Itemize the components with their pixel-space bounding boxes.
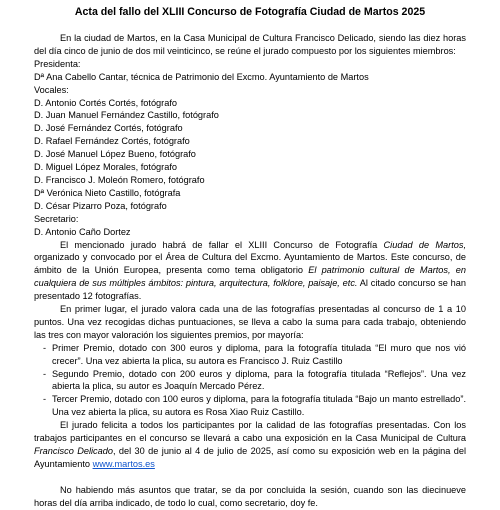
spacer [34, 471, 466, 484]
jury-text-theme: El patrimonio cultural de Martos, en cualquiera de sus múltiples ámbitos: pintura, arquitectura, folklore, paisaje, etc. [34, 265, 466, 289]
prize-text: Tercer Premio, dotado con 100 euros y diploma, para la fotografía titulada “Bajo un manto estrellado”. Una vez abierta la plica, su autora es Rosa Xiao Ruiz Castillo. [52, 394, 466, 418]
vocal-item: D. José Manuel López Bueno, fotógrafo [34, 149, 196, 160]
bullet-dash: - [43, 368, 47, 379]
scoring-paragraph: En primer lugar, el jurado valora cada una de las fotografías presentadas al concurso de 1 a 10 puntos. Una vez recogidas dichas puntuaciones, se lleva a cabo la suma para cada trabajo, obteniendo las tres con mayor valoración los siguientes premios, por mayoría: [34, 304, 466, 340]
vocal-item: D. Rafael Fernández Cortés, fotógrafo [34, 136, 190, 147]
bullet-dash: - [43, 342, 47, 353]
exhibition-text-b: , del 30 de junio al 4 de julio de 2025, así como su exposición web en la página del Ayuntamiento [34, 446, 466, 469]
closing-paragraph: No habiendo más asuntos que tratar, se da por concluida la sesión, cuando son las diecinueve horas del día arriba indicado, de todo lo cual, como secretario, doy fe. [34, 484, 466, 508]
jury-paragraph [34, 239, 466, 304]
exhibition-paragraph [34, 419, 466, 471]
secretario-label: Secretario: [34, 213, 79, 224]
vocales-label: Vocales: [34, 84, 69, 95]
presidenta-label: Presidenta: [34, 58, 81, 69]
prize-item [34, 393, 466, 419]
exhibition-text-a: El jurado felicita a todos los participantes por la calidad de las fotografías presentadas. Con los trabajos participantes en el concurso se llevará a cabo una exposición en la Casa Municipal de Cultura [34, 420, 466, 444]
secretario-name: D. Antonio Caño Dortez [34, 226, 131, 237]
bullet-dash: - [43, 394, 47, 405]
website-link[interactable]: www.martos.es [92, 458, 155, 469]
document-title: Acta del fallo del XLIII Concurso de Fotografía Ciudad de Martos 2025 [74, 6, 426, 18]
intro-paragraph: En la ciudad de Martos, en la Casa Municipal de Cultura Francisco Delicado, siendo las diez horas del día cinco de junio de dos mil veinticinco, se reúne el jurado compuesto por los siguientes miembros: [34, 33, 466, 56]
vocal-item: D. Juan Manuel Fernández Castillo, fotógrafo [34, 110, 219, 121]
vocales-list [34, 97, 466, 213]
vocal-item: D. César Pizarro Poza, fotógrafo [34, 200, 167, 211]
vocal-item: D. Miguel López Morales, fotógrafo [34, 162, 177, 173]
vocal-item: Dª Verónica Nieto Castillo, fotógrafa [34, 187, 181, 198]
jury-text-b: organizado y convocado por el Área de Cultura del Excmo. Ayuntamiento de Martos. Este concurso, de ámbito de la Unión Europea, presenta como tema obligatorio [34, 252, 466, 276]
vocal-item: D. Francisco J. Moleón Romero, fotógrafo [34, 174, 205, 185]
exhibition-venue: Francisco Delicado [34, 446, 113, 456]
prize-text: Primer Premio, dotado con 300 euros y diploma, para la fotografía titulada “El muro que nos vió crecer”. Una vez abierta la plica, su autora es Francisco J. Ruiz Castillo [52, 342, 466, 366]
prize-item [34, 368, 466, 394]
prize-list [34, 342, 466, 419]
vocal-item: D. Antonio Cortés Cortés, fotógrafo [34, 97, 177, 108]
prize-text: Segundo Premio, dotado con 200 euros y diploma, para la fotografía titulada “Reflejos”. Una vez abierta la plica, su autor es Joaquín Mercado Pérez. [52, 368, 466, 392]
jury-text-c: Al citado concurso se han presentado 12 fotografías. [34, 278, 466, 302]
jury-text-contest-name: Ciudad de Martos, [383, 239, 466, 250]
vocal-item: D. José Fernández Cortés, fotógrafo [34, 123, 183, 134]
prize-item [34, 342, 466, 368]
jury-text-a: El mencionado jurado habrá de fallar el XLIII Concurso de Fotografía [60, 239, 384, 250]
presidenta-name: Dª Ana Cabello Cantar, técnica de Patrimonio del Excmo. Ayuntamiento de Martos [34, 71, 369, 82]
